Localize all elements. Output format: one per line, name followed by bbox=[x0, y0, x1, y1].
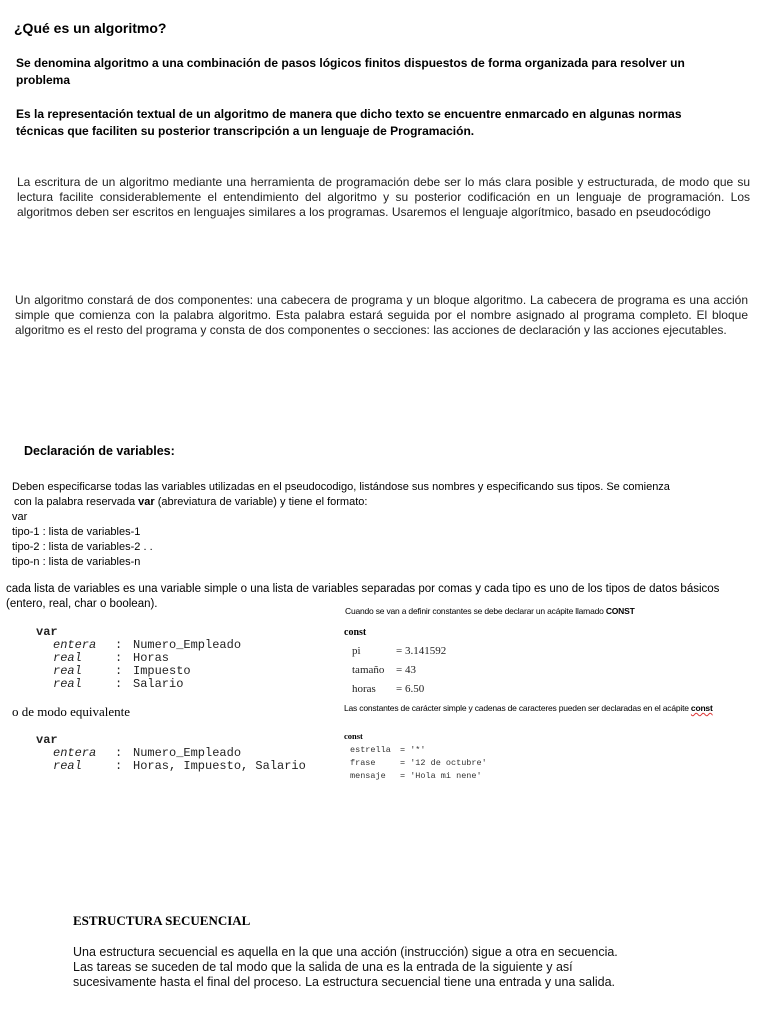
const-char-note-keyword: const bbox=[690, 703, 713, 713]
code-sep: : bbox=[115, 759, 123, 773]
const-note-keyword: CONST bbox=[605, 606, 635, 616]
variables-description-line2 bbox=[12, 495, 712, 510]
const-keyword: const bbox=[344, 627, 367, 638]
const-keyword-2: const bbox=[344, 731, 363, 741]
code-type: real bbox=[53, 664, 82, 678]
const-name: tamaño bbox=[352, 664, 385, 676]
code-row bbox=[36, 760, 306, 773]
variables-list-note: cada lista de variables es una variable simple o una lista de variables separadas por comas y cada tipo es uno de los tipos de datos básicos (entero, real, char o boolean). bbox=[6, 583, 720, 610]
const-value: = 6.50 bbox=[396, 683, 425, 695]
code-sep: : bbox=[115, 638, 123, 652]
const-name: frase bbox=[350, 758, 376, 768]
const-row bbox=[350, 744, 487, 757]
code-sep: : bbox=[115, 677, 123, 691]
variables-description bbox=[12, 480, 712, 570]
definition-paragraph: Se denomina algoritmo a una combinación de pasos lógicos finitos dispuestos de forma organizada para resolver un problema bbox=[16, 56, 685, 87]
const-row bbox=[352, 680, 446, 699]
const-list bbox=[352, 642, 446, 699]
const-value: = 43 bbox=[396, 664, 416, 676]
code-type: entera bbox=[53, 638, 97, 652]
format-line: var bbox=[12, 511, 28, 523]
format-line: tipo-2 : lista de variables-2 . . bbox=[12, 541, 153, 553]
sequential-structure-heading: ESTRUCTURA SECUENCIAL bbox=[73, 913, 251, 928]
line2-text-post: (abreviatura de variable) y tiene el formato: bbox=[154, 496, 368, 508]
const-value: = 3.141592 bbox=[396, 645, 447, 657]
const-name: mensaje bbox=[350, 771, 386, 781]
const-value: = '12 de octubre' bbox=[400, 758, 487, 768]
code-sep: : bbox=[115, 664, 123, 678]
code-type: real bbox=[53, 759, 82, 773]
code-type: entera bbox=[53, 746, 97, 760]
code-keyword-var: var bbox=[36, 625, 58, 639]
code-sep: : bbox=[115, 746, 123, 760]
const-char-note bbox=[344, 703, 713, 713]
representation-paragraph: Es la representación textual de un algoritmo de manera que dicho texto se encuentre enmarcado en algunas normas técnicas que faciliten su posterior transcripción a un lenguaje de Programación. bbox=[16, 107, 682, 138]
const-row bbox=[350, 757, 487, 770]
code-names: Impuesto bbox=[133, 664, 191, 678]
code-names: Horas bbox=[133, 651, 170, 665]
const-name: estrella bbox=[350, 745, 391, 755]
components-paragraph: Un algoritmo constará de dos componentes: una cabecera de programa y un bloque algoritmo. La cabecera de programa es una acción simple que comienza con la palabra algoritmo. Esta palabra estará seguida por el nombre asignado al programa completo. El bloque algoritmo es el resto del programa y consta de dos componentes o secciones: las acciones de declaración y las acciones ejecutables. bbox=[15, 293, 748, 337]
code-names: Horas, Impuesto, Salario bbox=[133, 759, 306, 773]
const-note-text: Cuando se van a definir constantes se debe declarar un acápite llamado bbox=[345, 606, 606, 616]
const-list-2 bbox=[350, 744, 487, 783]
const-value: = 'Hola mi nene' bbox=[400, 771, 482, 781]
code-names: Salario bbox=[133, 677, 184, 691]
format-line: tipo-1 : lista de variables-1 bbox=[12, 526, 141, 538]
writing-paragraph: La escritura de un algoritmo mediante una herramienta de programación debe ser lo más clara posible y estructurada, de modo que su lectura facilite considerablemente el entendimiento del algoritmo y su posterior codificación en un lenguaje de programación. Los algoritmos deben ser escritos en lenguajes similares a los programas. Usaremos el lenguaje algorítmico, basado en pseudocódigo bbox=[17, 175, 750, 219]
code-names: Numero_Empleado bbox=[133, 638, 242, 652]
const-name: pi bbox=[352, 645, 361, 657]
code-type: real bbox=[53, 651, 82, 665]
code-example-2 bbox=[36, 734, 306, 773]
const-row bbox=[352, 661, 446, 680]
const-name: horas bbox=[352, 683, 376, 695]
const-char-note-text: Las constantes de carácter simple y cadenas de caracteres pueden ser declaradas en el acápite bbox=[344, 703, 691, 713]
code-example-1 bbox=[36, 626, 241, 691]
code-sep: : bbox=[115, 651, 123, 665]
const-row bbox=[352, 642, 446, 661]
sequential-structure-paragraph: Una estructura secuencial es aquella en la que una acción (instrucción) sigue a otra en secuencia. Las tareas se suceden de tal modo que la salida de una es la entrada de la siguiente y así sucesivamente hasta el final del proceso. La estructura secuencial tiene una entrada y una salida. bbox=[73, 945, 618, 989]
format-line: tipo-n : lista de variables-n bbox=[12, 556, 141, 568]
code-names: Numero_Empleado bbox=[133, 746, 242, 760]
code-row bbox=[36, 678, 241, 691]
code-type: real bbox=[53, 677, 82, 691]
variables-description-line1: Deben especificarse todas las variables utilizadas en el pseudocodigo, listándose sus nombres y especificando sus tipos. Se comienza bbox=[12, 481, 670, 493]
page-title: ¿Qué es un algoritmo? bbox=[14, 20, 167, 36]
const-note bbox=[345, 606, 635, 616]
var-keyword: var bbox=[138, 496, 155, 508]
code-keyword-var: var bbox=[36, 733, 58, 747]
equivalent-label: o de modo equivalente bbox=[12, 704, 131, 719]
const-row bbox=[350, 770, 487, 783]
const-value: = '*' bbox=[400, 745, 426, 755]
line2-text-pre: con la palabra reservada bbox=[14, 496, 139, 508]
variables-heading: Declaración de variables: bbox=[24, 444, 175, 458]
